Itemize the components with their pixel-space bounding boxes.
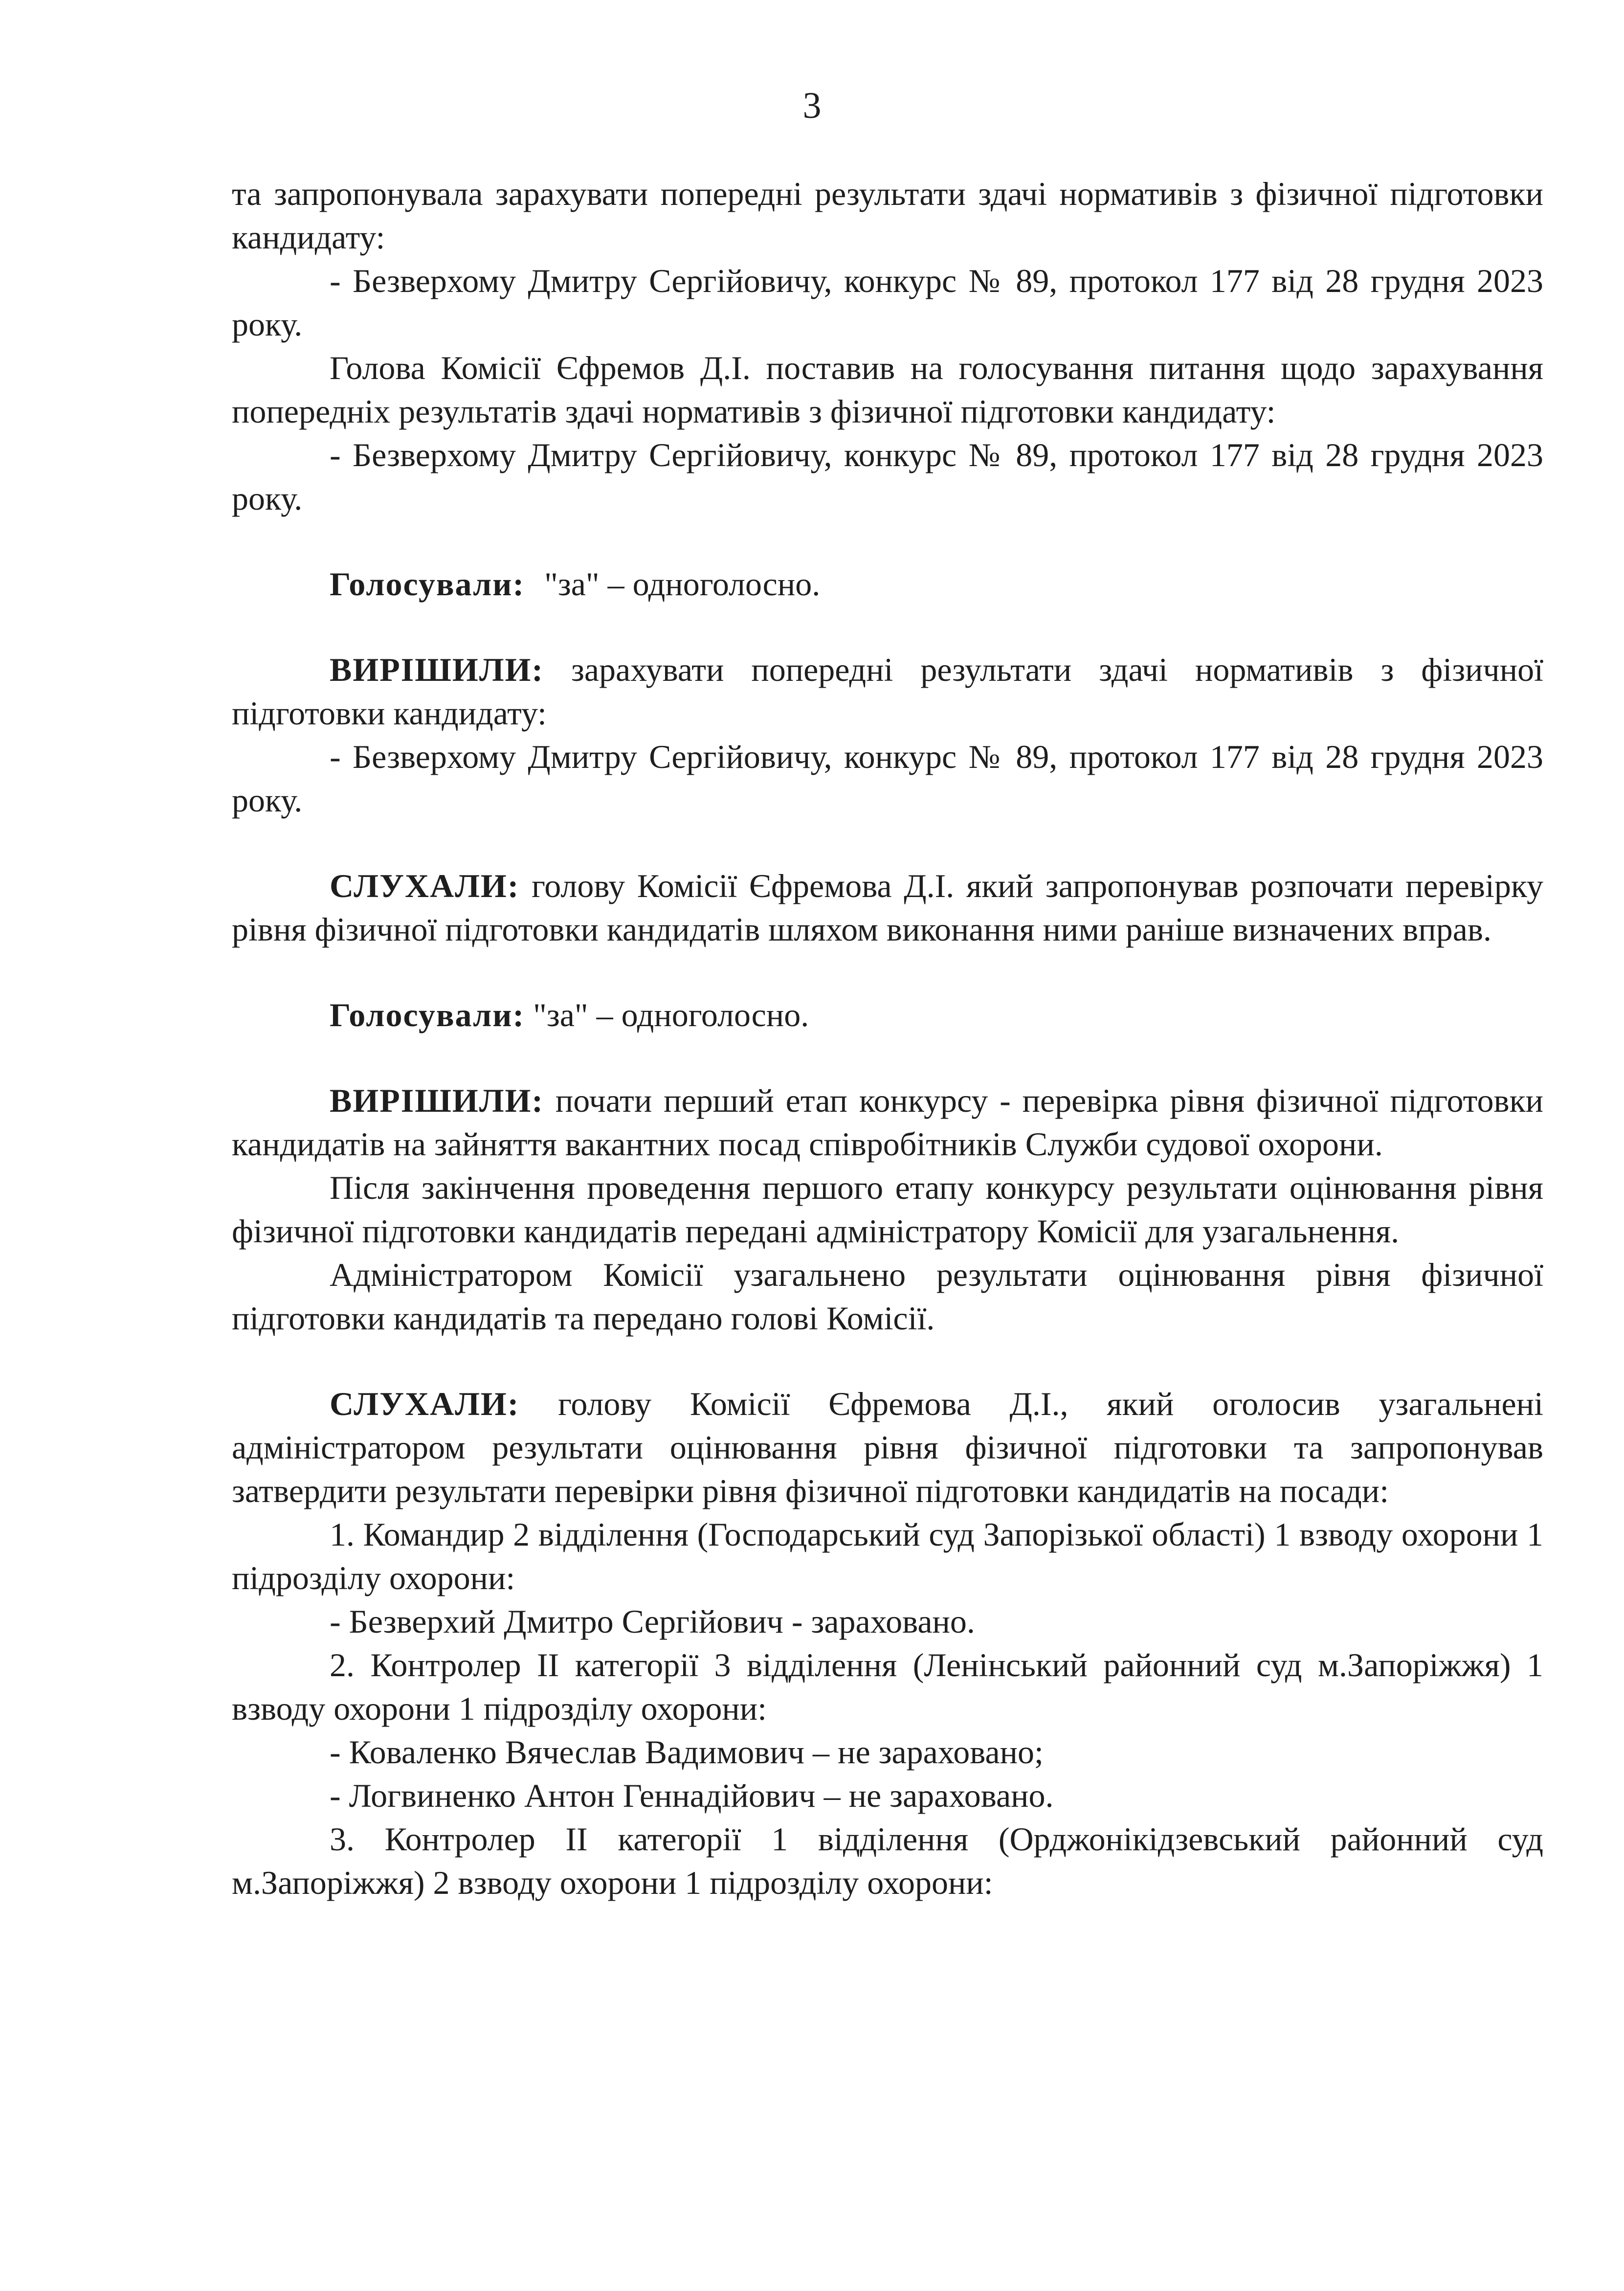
paragraph: та запропонувала зарахувати попередні результати здачі нормативів з фізичної підготовки кандидату: bbox=[232, 175, 1543, 256]
list-item: 2. Контролер ІІ категорії 3 відділення (Ленінський районний суд м.Запоріжжя) 1 взводу охорони 1 підрозділу охорони: bbox=[232, 1646, 1543, 1727]
resolution bbox=[232, 648, 1543, 735]
paragraph: - Безверхому Дмитру Сергійовичу, конкурс № 89, протокол 177 від 28 грудня 2023 року. bbox=[232, 436, 1543, 517]
resolved-text: почати перший етап конкурсу - перевірка рівня фізичної підготовки кандидатів на зайняття вакантних посад співробітників Служби судової охорони. bbox=[232, 1082, 1544, 1163]
heard-label: СЛУХАЛИ: bbox=[330, 867, 520, 904]
heard bbox=[232, 1382, 1543, 1513]
resolved-label: ВИРІШИЛИ: bbox=[330, 651, 544, 688]
vote-line bbox=[232, 993, 1543, 1037]
resolved-text: зарахувати попередні результати здачі нормативів з фізичної підготовки кандидату: bbox=[232, 651, 1543, 732]
resolution bbox=[232, 1079, 1543, 1166]
page-number: 3 bbox=[802, 85, 822, 126]
document-body bbox=[232, 172, 1543, 1905]
paragraph: - Безверхому Дмитру Сергійовичу, конкурс № 89, протокол 177 від 28 грудня 2023 року. bbox=[232, 738, 1543, 819]
paragraph: Адміністратором Комісії узагальнено результати оцінювання рівня фізичної підготовки кандидатів та передано голові Комісії. bbox=[232, 1256, 1543, 1337]
list-subitem: - Коваленко Вячеслав Вадимович – не зараховано; bbox=[330, 1733, 1044, 1771]
list-item: 1. Командир 2 відділення (Господарський суд Запорізької області) 1 взводу охорони 1 підрозділу охорони: bbox=[232, 1516, 1543, 1596]
vote-line bbox=[232, 562, 1543, 606]
list-item: 3. Контролер ІІ категорії 1 відділення (Орджонікідзевський районний суд м.Запоріжжя) 2 взводу охорони 1 підрозділу охорони: bbox=[232, 1820, 1543, 1901]
vote-text: "за" – одноголосно. bbox=[533, 996, 809, 1033]
heard bbox=[232, 864, 1543, 951]
heard-text: голову Комісії Єфремова Д.І. який запропонував розпочати перевірку рівня фізичної підготовки кандидатів шляхом виконання ними раніше визначених вправ. bbox=[232, 867, 1543, 948]
heard-text: голову Комісії Єфремова Д.І., який оголосив узагальнені адміністратором результати оцінювання рівня фізичної підготовки та запропонував затвердити результати перевірки рівня фізичної підготовки кандидатів на посади: bbox=[232, 1385, 1544, 1509]
list-subitem: - Безверхий Дмитро Сергійович - зараховано. bbox=[330, 1603, 975, 1640]
heard-label: СЛУХАЛИ: bbox=[330, 1385, 520, 1422]
paragraph: Голова Комісії Єфремов Д.І. поставив на голосування питання щодо зарахування попередніх результатів здачі нормативів з фізичної підготовки кандидату: bbox=[232, 349, 1543, 430]
vote-label: Голосували: bbox=[330, 565, 525, 603]
resolved-label: ВИРІШИЛИ: bbox=[330, 1082, 544, 1119]
paragraph: - Безверхому Дмитру Сергійовичу, конкурс № 89, протокол 177 від 28 грудня 2023 року. bbox=[232, 262, 1543, 343]
paragraph: Після закінчення проведення першого етапу конкурсу результати оцінювання рівня фізичної підготовки кандидатів передані адміністратору Комісії для узагальнення. bbox=[232, 1169, 1543, 1250]
vote-label: Голосували: bbox=[330, 996, 525, 1033]
list-subitem: - Логвиненко Антон Геннадійович – не зараховано. bbox=[330, 1777, 1054, 1814]
vote-text: "за" – одноголосно. bbox=[544, 565, 821, 603]
